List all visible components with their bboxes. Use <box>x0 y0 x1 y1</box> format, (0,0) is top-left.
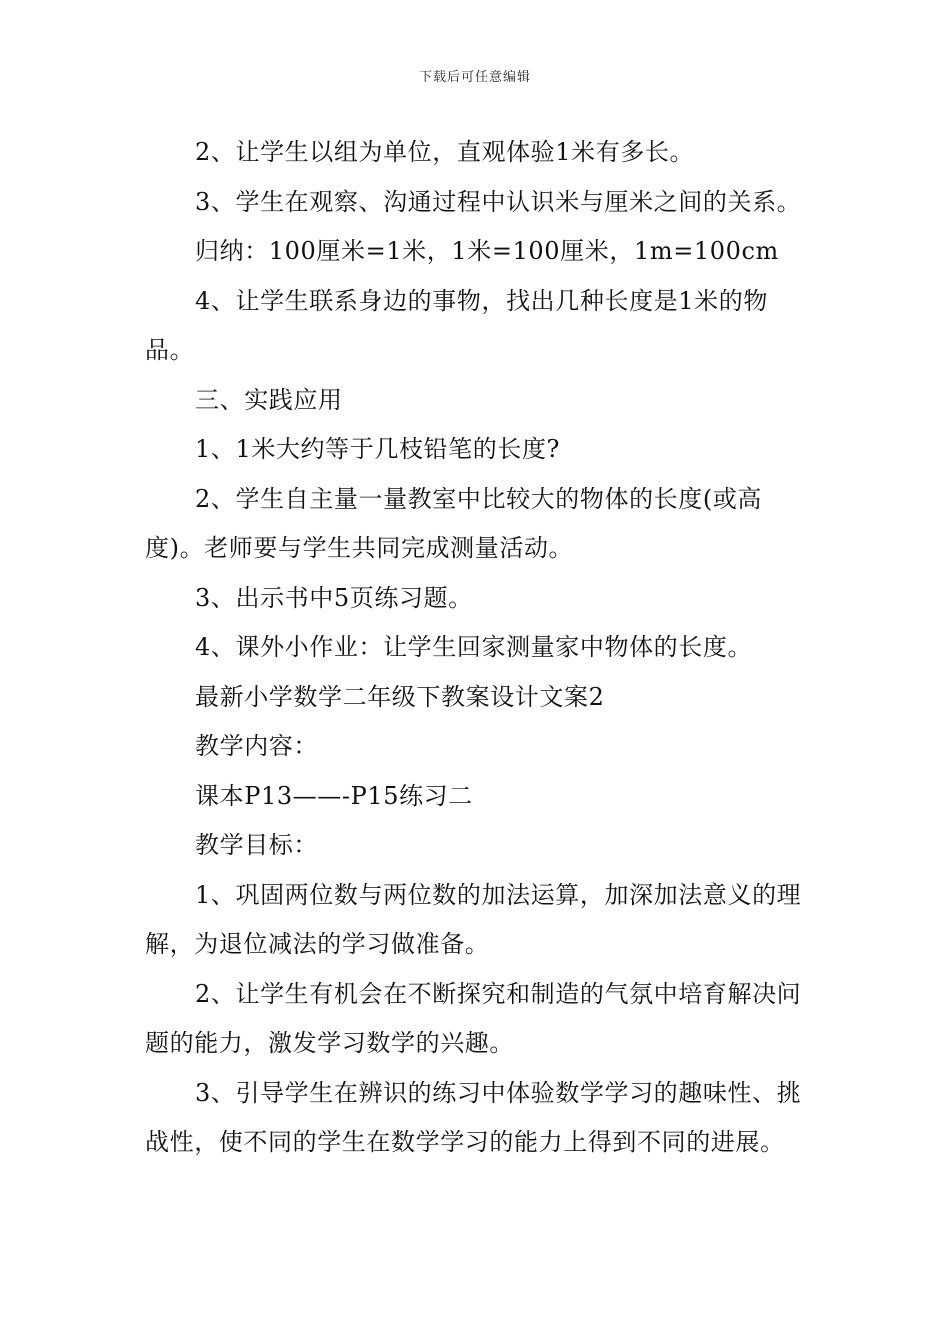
section-heading: 三、实践应用 <box>195 385 343 414</box>
paragraph: 1、巩固两位数与两位数的加法运算，加深加法意义的理解，为退位减法的学习做准备。 <box>145 880 802 958</box>
paragraph: 课本P13——-P15练习二 <box>195 781 473 810</box>
paragraph: 归纳：100厘米=1米，1米=100厘米，1m=100cm <box>195 237 779 265</box>
paragraph: 3、引导学生在辨识的练习中体验数学学习的趣味性、挑战性，使不同的学生在数学学习的能力上得到不同的进展。 <box>145 1078 802 1156</box>
paragraph: 2、让学生以组为单位，直观体验1米有多长。 <box>195 138 695 166</box>
document-body <box>145 128 815 1168</box>
section-heading: 教学目标： <box>195 831 318 859</box>
paragraph: 3、出示书中5页练习题。 <box>195 583 473 612</box>
paragraph: 1、1米大约等于几枝铅笔的长度? <box>195 435 561 463</box>
paragraph: 2、学生自主量一量教室中比较大的物体的长度(或高度)。老师要与学生共同完成测量活动。 <box>145 484 763 562</box>
paragraph: 4、课外小作业：让学生回家测量家中物体的长度。 <box>195 633 753 661</box>
document-title: 最新小学数学二年级下教案设计文案2 <box>195 682 605 711</box>
paragraph: 2、让学生有机会在不断探究和制造的气氛中培育解决问题的能力，激发学习数学的兴趣。 <box>145 979 802 1057</box>
section-heading: 教学内容： <box>195 732 318 760</box>
header-note: 下载后可任意编辑 <box>418 70 531 85</box>
paragraph: 4、让学生联系身边的事物，找出几种长度是1米的物品。 <box>145 286 768 364</box>
paragraph: 3、学生在观察、沟通过程中认识米与厘米之间的关系。 <box>195 187 802 216</box>
